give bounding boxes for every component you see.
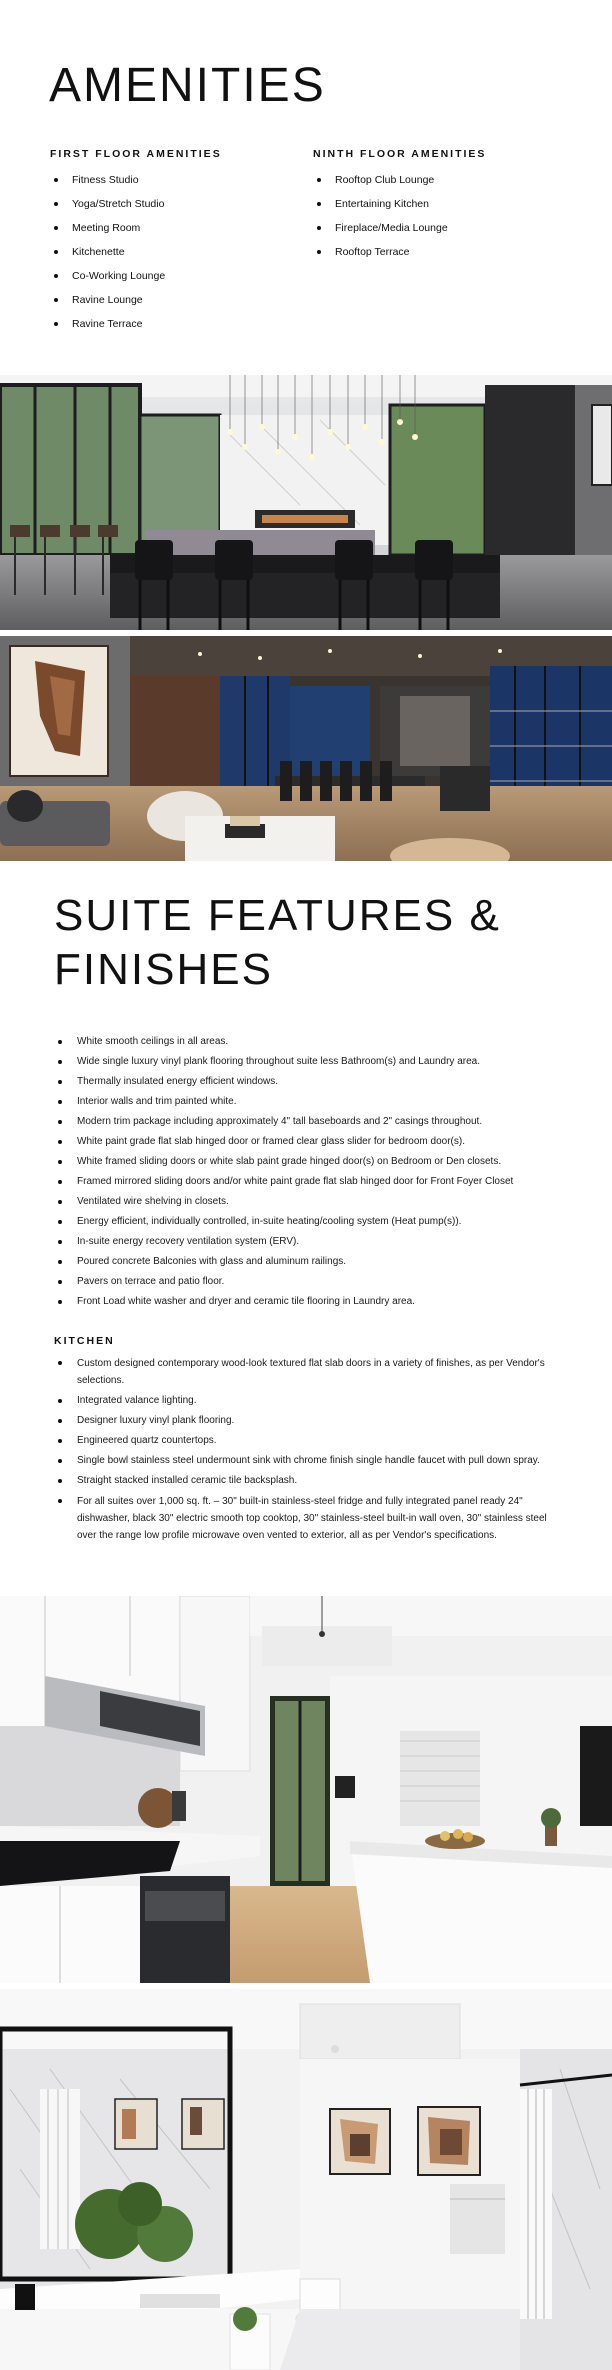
first-floor-list bbox=[50, 168, 290, 336]
suite-features-list bbox=[54, 1032, 574, 1312]
list-item: Engineered quartz countertops. bbox=[54, 1431, 564, 1451]
list-item: White paint grade flat slab hinged door or framed clear glass slider for bedroom door(s). bbox=[54, 1132, 574, 1152]
list-item: Entertaining Kitchen bbox=[313, 192, 553, 216]
list-item: Designer luxury vinyl plank flooring. bbox=[54, 1411, 564, 1431]
kitchen-list bbox=[54, 1353, 564, 1546]
suite-kitchen-photo bbox=[0, 1596, 612, 1983]
list-item: Framed mirrored sliding doors and/or white paint grade flat slab hinged door for Front Foyer Closet bbox=[54, 1172, 574, 1192]
list-item: Front Load white washer and dryer and ceramic tile flooring in Laundry area. bbox=[54, 1292, 574, 1312]
list-item: Thermally insulated energy efficient windows. bbox=[54, 1072, 574, 1092]
amenities-section bbox=[0, 0, 612, 375]
list-item: Single bowl stainless steel undermount sink with chrome finish single handle faucet with pull down spray. bbox=[54, 1451, 564, 1471]
list-item: Modern trim package including approximately 4" tall baseboards and 2" casings throughout. bbox=[54, 1112, 574, 1132]
list-item: Straight stacked installed ceramic tile backsplash. bbox=[54, 1471, 564, 1491]
amenity-lounge-image bbox=[0, 375, 612, 630]
list-item: Rooftop Club Lounge bbox=[313, 168, 553, 192]
amenity-lounge-photo bbox=[0, 375, 612, 630]
first-floor-column bbox=[50, 148, 290, 336]
suite-bathroom-image bbox=[0, 1989, 612, 2370]
suite-title-line1: SUITE FEATURES & bbox=[54, 891, 501, 940]
amenities-title: AMENITIES bbox=[49, 59, 326, 112]
list-item: White smooth ceilings in all areas. bbox=[54, 1032, 574, 1052]
list-item: Interior walls and trim painted white. bbox=[54, 1092, 574, 1112]
list-item: Fireplace/Media Lounge bbox=[313, 216, 553, 240]
amenity-lounge-art-photo bbox=[0, 636, 612, 861]
list-item: Energy efficient, individually controlled, in-suite heating/cooling system (Heat pump(s)). bbox=[54, 1212, 574, 1232]
suite-title-line2: FINISHES bbox=[54, 945, 273, 994]
ninth-floor-column bbox=[313, 148, 553, 264]
list-item: For all suites over 1,000 sq. ft. – 30" built-in stainless-steel fridge and fully integrated panel ready 24" dishwasher, black 30" electric smooth top cooktop, 30" stainless-steel built-in wall oven, 30" stainless steel over the range low profile microwave oven vented to exterior, all as per Vendor's specifications. bbox=[54, 1491, 564, 1546]
list-item: Custom designed contemporary wood-look textured flat slab doors in a variety of finishes, as per Vendor's selections. bbox=[54, 1353, 564, 1391]
list-item: In-suite energy recovery ventilation system (ERV). bbox=[54, 1232, 574, 1252]
list-item: Integrated valance lighting. bbox=[54, 1391, 564, 1411]
suite-bathroom-photo bbox=[0, 1989, 612, 2370]
kitchen-heading: KITCHEN bbox=[54, 1335, 115, 1347]
list-item: Co-Working Lounge bbox=[50, 264, 290, 288]
first-floor-heading: FIRST FLOOR AMENITIES bbox=[50, 148, 222, 160]
list-item: Kitchenette bbox=[50, 240, 290, 264]
list-item: Pavers on terrace and patio floor. bbox=[54, 1272, 574, 1292]
suite-kitchen-image bbox=[0, 1596, 612, 1983]
list-item: Ravine Terrace bbox=[50, 312, 290, 336]
ninth-floor-list bbox=[313, 168, 553, 264]
list-item: Ventilated wire shelving in closets. bbox=[54, 1192, 574, 1212]
list-item: Wide single luxury vinyl plank flooring throughout suite less Bathroom(s) and Laundry area. bbox=[54, 1052, 574, 1072]
suite-features-section bbox=[0, 861, 612, 1596]
list-item: Meeting Room bbox=[50, 216, 290, 240]
amenity-lounge-art-image bbox=[0, 636, 612, 861]
list-item: Ravine Lounge bbox=[50, 288, 290, 312]
list-item: Yoga/Stretch Studio bbox=[50, 192, 290, 216]
list-item: Fitness Studio bbox=[50, 168, 290, 192]
suite-features-title bbox=[54, 889, 554, 997]
ninth-floor-heading: NINTH FLOOR AMENITIES bbox=[313, 148, 487, 160]
list-item: Rooftop Terrace bbox=[313, 240, 553, 264]
list-item: Poured concrete Balconies with glass and aluminum railings. bbox=[54, 1252, 574, 1272]
list-item: White framed sliding doors or white slab paint grade hinged door(s) on Bedroom or Den closets. bbox=[54, 1152, 574, 1172]
